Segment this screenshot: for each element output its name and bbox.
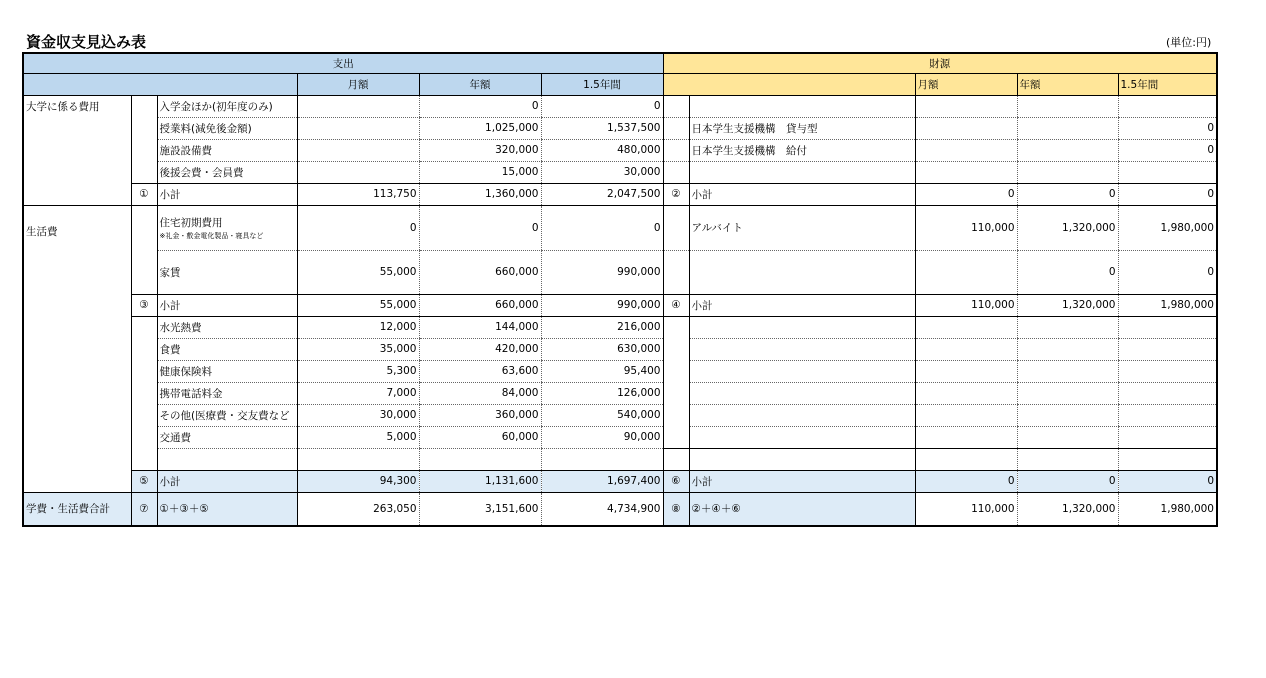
item-name: 水光熱費 [157,316,297,338]
item-name: 入学金ほか(初年度のみ) [157,95,297,117]
funding-monthly: 110,000 [915,294,1017,316]
funding-period: 0 [1118,250,1217,294]
monthly-value [297,95,419,117]
period-value [541,448,663,470]
period-value: 0 [541,95,663,117]
annual-value: 0 [419,205,541,250]
funding-period [1118,360,1217,382]
period-value: 1,537,500 [541,117,663,139]
funding-name [689,161,915,183]
monthly-value [297,161,419,183]
monthly-value: 263,050 [297,492,419,526]
item-note: ※礼金・敷金電化製品・寝具など [159,231,264,240]
funding-annual [1017,161,1118,183]
funding-name [689,95,915,117]
period-value: 990,000 [541,250,663,294]
monthly-value [297,139,419,161]
unit-label: (単位:円) [1166,36,1212,49]
period-value: 30,000 [541,161,663,183]
subtotal-mark: ① [131,183,157,205]
funding-monthly [915,316,1017,338]
monthly-value [297,448,419,470]
funding-period: 0 [1118,183,1217,205]
funding-name [689,404,915,426]
monthly-value: 12,000 [297,316,419,338]
item-name: その他(医療費・交友費など [157,404,297,426]
funding-name: 日本学生支援機構 貸与型 [689,117,915,139]
funding-monthly [915,404,1017,426]
funding-monthly: 110,000 [915,205,1017,250]
subtotal-row [23,470,1217,492]
funding-monthly [915,426,1017,448]
funding-period [1118,426,1217,448]
funding-period [1118,161,1217,183]
page-title: 資金収支見込み表 [26,33,147,51]
monthly-value [297,117,419,139]
funding-period: 0 [1118,470,1217,492]
total-mark: ⑦ [131,492,157,526]
annual-value: 144,000 [419,316,541,338]
annual-value: 63,600 [419,360,541,382]
monthly-value: 55,000 [297,294,419,316]
funding-monthly: 0 [915,183,1017,205]
funding-mark [663,448,689,470]
mark-cell [131,316,157,470]
table-row [23,426,1217,448]
mark-cell [131,95,157,183]
monthly-value: 113,750 [297,183,419,205]
funding-annual: 1,320,000 [1017,294,1118,316]
funding-monthly [915,338,1017,360]
expense-header-blank [23,73,297,95]
annual-value: 660,000 [419,250,541,294]
funding-mark [663,250,689,294]
funding-monthly [915,117,1017,139]
annual-value: 360,000 [419,404,541,426]
funding-period [1118,382,1217,404]
period-value: 1,697,400 [541,470,663,492]
annual-value: 1,360,000 [419,183,541,205]
table-row [23,338,1217,360]
funding-mark [663,161,689,183]
funding-monthly: 110,000 [915,492,1017,526]
category-total: 学費・生活費合計 [23,492,131,526]
annual-value: 320,000 [419,139,541,161]
funding-header-blank [663,73,915,95]
funding-subtotal-label: 小計 [689,294,915,316]
subtotal-row [23,294,1217,316]
annual-value [419,448,541,470]
funding-annual: 1,320,000 [1017,205,1118,250]
item-name: 携帯電話料金 [157,382,297,404]
period-value: 480,000 [541,139,663,161]
funding-monthly [915,139,1017,161]
monthly-value: 7,000 [297,382,419,404]
subtotal-mark: ③ [131,294,157,316]
item-name: 食費 [157,338,297,360]
funding-monthly [915,95,1017,117]
funding-annual [1017,360,1118,382]
cash-flow-table [22,52,1218,527]
funding-annual [1017,95,1118,117]
funding-annual [1017,426,1118,448]
period-value: 126,000 [541,382,663,404]
funding-annual: 0 [1017,183,1118,205]
table-row [23,117,1217,139]
funding-annual [1017,448,1118,470]
funding-annual: 0 [1017,470,1118,492]
period-value: 0 [541,205,663,250]
table-row [23,360,1217,382]
table-row [23,205,1217,250]
item-name: 施設設備費 [157,139,297,161]
funding-period [1118,338,1217,360]
item-name: 授業料(減免後金額) [157,117,297,139]
funding-period: 1,980,000 [1118,492,1217,526]
annual-value: 60,000 [419,426,541,448]
funding-period: 0 [1118,139,1217,161]
funding-name [689,360,915,382]
funding-name: 日本学生支援機構 給付 [689,139,915,161]
item-label: 住宅初期費用 [159,216,223,229]
expense-monthly-header: 月額 [297,73,419,95]
monthly-value: 55,000 [297,250,419,294]
subtotal-label: 小計 [157,470,297,492]
period-value: 540,000 [541,404,663,426]
table-row [23,448,1217,470]
expense-header: 支出 [23,53,663,73]
funding-annual [1017,382,1118,404]
monthly-value: 35,000 [297,338,419,360]
funding-annual-header: 年額 [1017,73,1118,95]
funding-name [689,316,915,338]
funding-period [1118,448,1217,470]
monthly-value: 5,300 [297,360,419,382]
funding-monthly [915,360,1017,382]
monthly-value: 30,000 [297,404,419,426]
mark-cell [131,205,157,294]
period-value: 95,400 [541,360,663,382]
period-value: 90,000 [541,426,663,448]
period-value: 990,000 [541,294,663,316]
funding-subtotal-mark: ⑥ [663,470,689,492]
funding-annual [1017,338,1118,360]
monthly-value: 5,000 [297,426,419,448]
funding-mark [663,117,689,139]
funding-period: 1,980,000 [1118,205,1217,250]
expense-period-header: 1.5年間 [541,73,663,95]
funding-total-mark: ⑧ [663,492,689,526]
total-row [23,492,1217,526]
funding-subtotal-mark: ④ [663,294,689,316]
funding-monthly [915,448,1017,470]
funding-period: 1,980,000 [1118,294,1217,316]
item-name: 家賃 [157,250,297,294]
funding-monthly: 0 [915,470,1017,492]
expense-annual-header: 年額 [419,73,541,95]
annual-value: 1,131,600 [419,470,541,492]
subtotal-row [23,183,1217,205]
funding-mark [663,316,689,448]
funding-period [1118,404,1217,426]
funding-annual [1017,117,1118,139]
funding-monthly-header: 月額 [915,73,1017,95]
monthly-value: 0 [297,205,419,250]
item-name [157,205,297,250]
table-row [23,161,1217,183]
monthly-value: 94,300 [297,470,419,492]
annual-value: 660,000 [419,294,541,316]
annual-value: 3,151,600 [419,492,541,526]
funding-name [689,426,915,448]
funding-period-header: 1.5年間 [1118,73,1217,95]
subtotal-label: 小計 [157,183,297,205]
funding-subtotal-label: 小計 [689,183,915,205]
period-value: 2,047,500 [541,183,663,205]
table-row [23,382,1217,404]
subtotal-label: 小計 [157,294,297,316]
table-row [23,404,1217,426]
funding-subtotal-label: 小計 [689,470,915,492]
table-row [23,250,1217,294]
funding-name [689,250,915,294]
funding-name [689,448,915,470]
period-value: 630,000 [541,338,663,360]
period-value: 4,734,900 [541,492,663,526]
subtotal-mark: ⑤ [131,470,157,492]
funding-annual [1017,139,1118,161]
period-value: 216,000 [541,316,663,338]
funding-total-formula: ②＋④＋⑥ [689,492,915,526]
funding-monthly [915,161,1017,183]
annual-value: 420,000 [419,338,541,360]
item-name [157,448,297,470]
funding-mark [663,139,689,161]
annual-value: 0 [419,95,541,117]
item-name: 後援会費・会員費 [157,161,297,183]
funding-mark [663,95,689,117]
item-name: 交通費 [157,426,297,448]
table-row [23,316,1217,338]
funding-period [1118,316,1217,338]
funding-annual: 0 [1017,250,1118,294]
item-name: 健康保険料 [157,360,297,382]
funding-period [1118,95,1217,117]
funding-subtotal-mark: ② [663,183,689,205]
category-living: 生活費 [23,205,131,492]
funding-mark [663,205,689,250]
table-row [23,139,1217,161]
funding-annual [1017,316,1118,338]
category-university: 大学に係る費用 [23,95,131,205]
funding-period: 0 [1118,117,1217,139]
funding-name [689,338,915,360]
funding-monthly [915,250,1017,294]
annual-value: 1,025,000 [419,117,541,139]
funding-monthly [915,382,1017,404]
funding-header: 財源 [663,53,1217,73]
funding-annual: 1,320,000 [1017,492,1118,526]
total-formula: ①＋③＋⑤ [157,492,297,526]
funding-name [689,382,915,404]
annual-value: 15,000 [419,161,541,183]
annual-value: 84,000 [419,382,541,404]
funding-annual [1017,404,1118,426]
funding-name: アルバイト [689,205,915,250]
table-row [23,95,1217,117]
